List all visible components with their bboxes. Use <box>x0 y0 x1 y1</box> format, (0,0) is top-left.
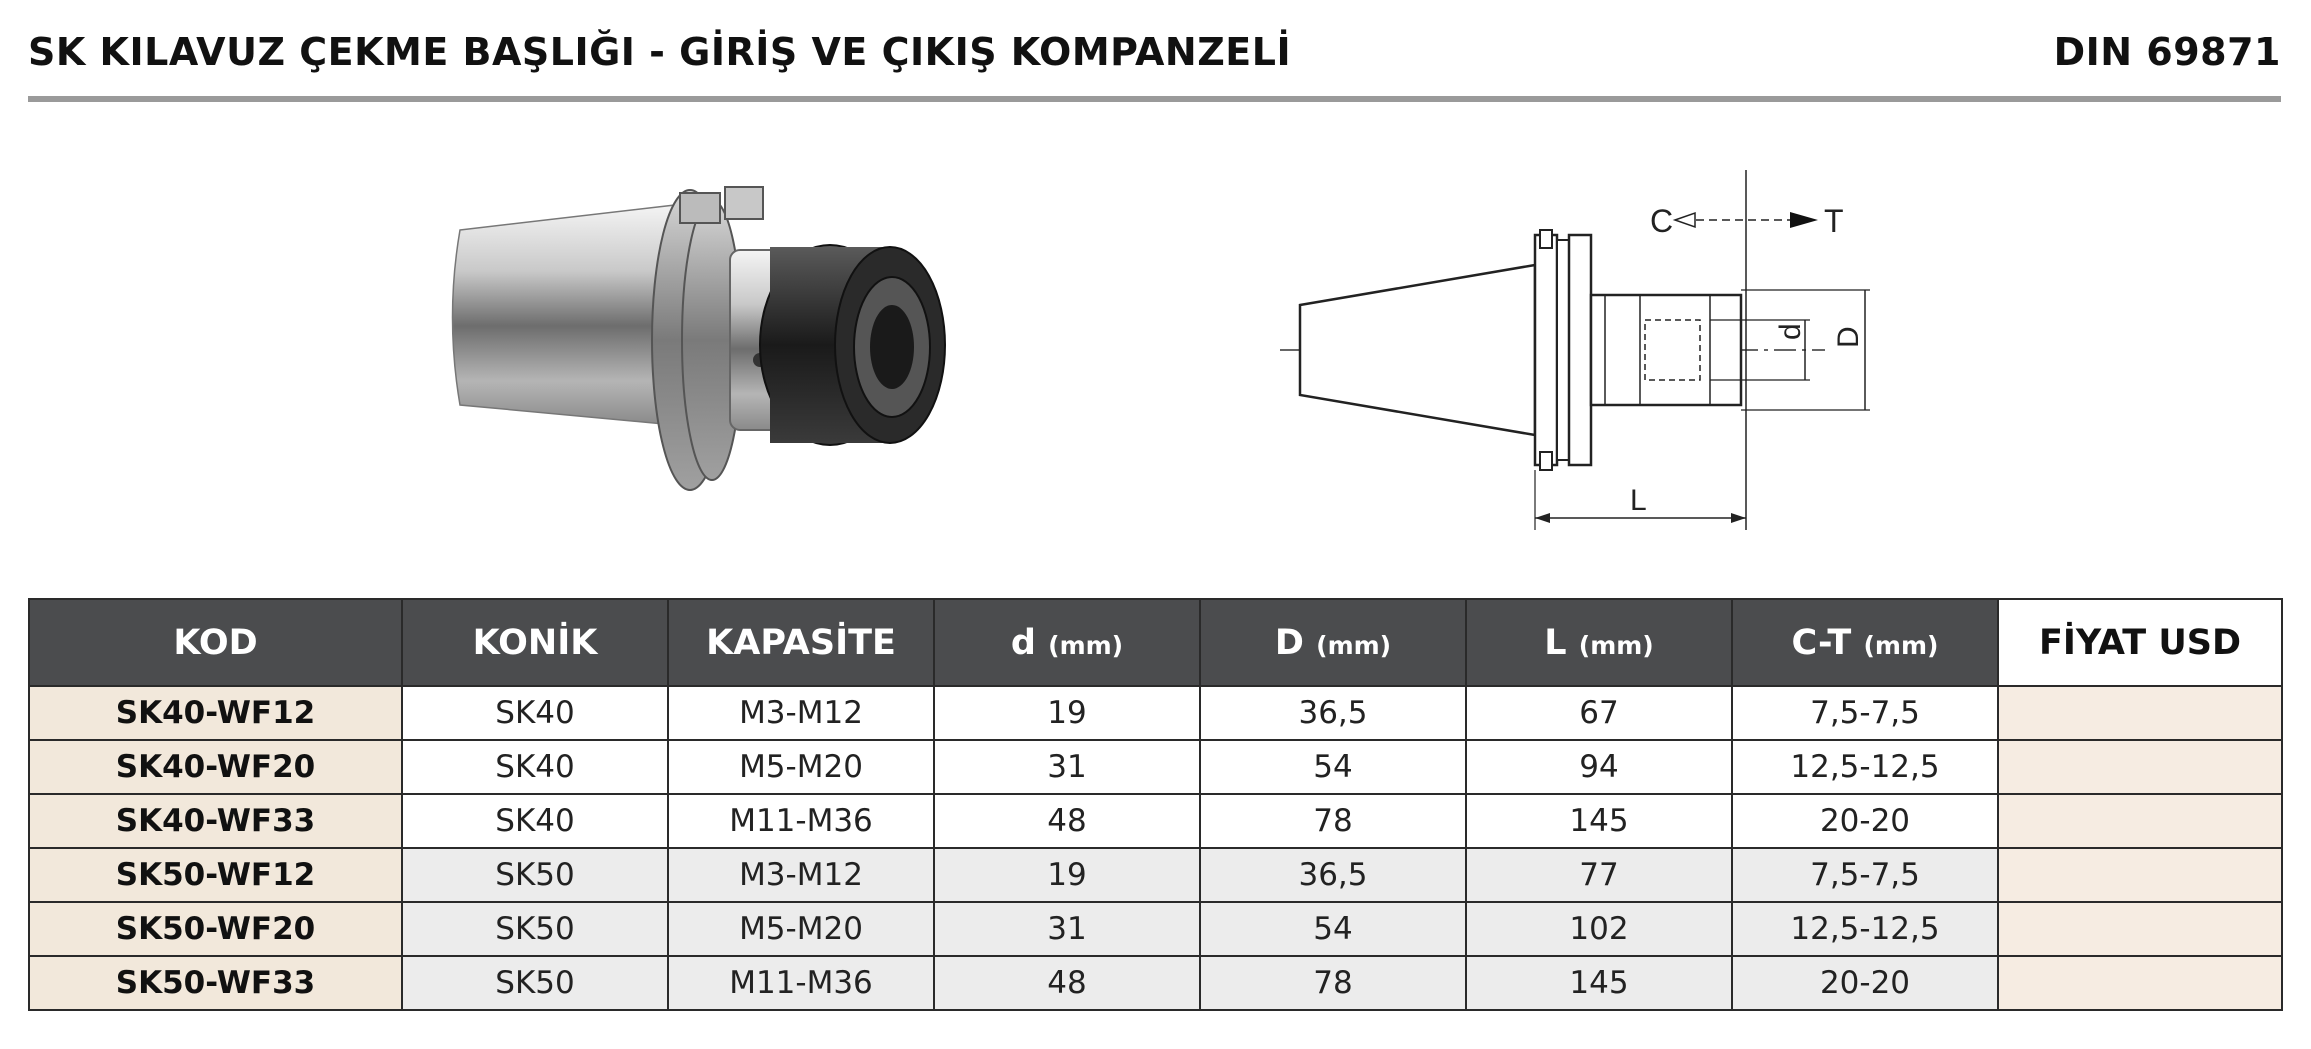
cell-kod: SK50-WF20 <box>29 902 402 956</box>
cell-konik: SK40 <box>402 794 668 848</box>
cell-D: 36,5 <box>1200 686 1466 740</box>
cell-L: 94 <box>1466 740 1732 794</box>
page-title: SK KILAVUZ ÇEKME BAŞLIĞI - GİRİŞ VE ÇIKIŞ KOMPANZELİ <box>28 30 1292 74</box>
technical-drawing <box>1270 160 1890 540</box>
cell-kapasite: M11-M36 <box>668 956 934 1010</box>
cell-ct: 12,5-12,5 <box>1732 902 1998 956</box>
label-d-small: d <box>1774 323 1807 340</box>
cell-kapasite: M3-M12 <box>668 848 934 902</box>
cell-D: 78 <box>1200 956 1466 1010</box>
cell-konik: SK40 <box>402 686 668 740</box>
cell-L: 77 <box>1466 848 1732 902</box>
cell-ct: 20-20 <box>1732 956 1998 1010</box>
cell-kod: SK50-WF33 <box>29 956 402 1010</box>
header-L-label: L <box>1544 622 1567 663</box>
product-photo <box>440 175 1060 545</box>
cell-D: 54 <box>1200 740 1466 794</box>
cell-D: 54 <box>1200 902 1466 956</box>
cell-kapasite: M11-M36 <box>668 794 934 848</box>
cell-konik: SK50 <box>402 956 668 1010</box>
cell-d: 48 <box>934 956 1200 1010</box>
cell-kapasite: M5-M20 <box>668 740 934 794</box>
unit-label: (mm) <box>1316 630 1392 660</box>
table-row <box>29 686 2282 740</box>
header-price: FİYAT USD <box>1998 599 2282 686</box>
cell-d: 31 <box>934 902 1200 956</box>
page-header <box>28 24 2281 80</box>
label-d-large: D <box>1832 326 1865 348</box>
cell-kod: SK50-WF12 <box>29 848 402 902</box>
unit-label: (mm) <box>1578 630 1654 660</box>
specs-table <box>28 598 2283 1011</box>
cell-L: 102 <box>1466 902 1732 956</box>
unit-label: (mm) <box>1863 630 1939 660</box>
cell-ct: 7,5-7,5 <box>1732 848 1998 902</box>
unit-label: (mm) <box>1048 630 1124 660</box>
header-ct <box>1732 599 1998 686</box>
cell-d: 31 <box>934 740 1200 794</box>
cell-price <box>1998 686 2282 740</box>
cell-price <box>1998 848 2282 902</box>
cell-konik: SK40 <box>402 740 668 794</box>
table-row <box>29 740 2282 794</box>
header-L <box>1466 599 1732 686</box>
cell-ct: 12,5-12,5 <box>1732 740 1998 794</box>
cell-L: 145 <box>1466 956 1732 1010</box>
cell-d: 19 <box>934 848 1200 902</box>
cell-D: 36,5 <box>1200 848 1466 902</box>
header-d <box>934 599 1200 686</box>
label-t: T <box>1824 203 1844 239</box>
cell-L: 145 <box>1466 794 1732 848</box>
header-divider <box>28 96 2281 102</box>
table-row <box>29 794 2282 848</box>
table-row <box>29 902 2282 956</box>
label-l: L <box>1630 484 1647 517</box>
table-header-row <box>29 599 2282 686</box>
cell-kapasite: M3-M12 <box>668 686 934 740</box>
header-d-label: d <box>1010 622 1036 663</box>
header-konik: KONİK <box>402 599 668 686</box>
cell-price <box>1998 740 2282 794</box>
table-row <box>29 956 2282 1010</box>
header-D-label: D <box>1274 622 1304 663</box>
cell-ct: 7,5-7,5 <box>1732 686 1998 740</box>
standard-label: DIN 69871 <box>2053 30 2281 74</box>
cell-kapasite: M5-M20 <box>668 902 934 956</box>
cell-price <box>1998 902 2282 956</box>
cell-price <box>1998 794 2282 848</box>
cell-d: 48 <box>934 794 1200 848</box>
table-row <box>29 848 2282 902</box>
header-D <box>1200 599 1466 686</box>
cell-L: 67 <box>1466 686 1732 740</box>
cell-kod: SK40-WF20 <box>29 740 402 794</box>
header-kapasite: KAPASİTE <box>668 599 934 686</box>
header-ct-label: C-T <box>1791 622 1852 663</box>
header-kod: KOD <box>29 599 402 686</box>
label-c: C <box>1650 203 1674 239</box>
cell-konik: SK50 <box>402 848 668 902</box>
cell-D: 78 <box>1200 794 1466 848</box>
cell-d: 19 <box>934 686 1200 740</box>
cell-konik: SK50 <box>402 902 668 956</box>
cell-kod: SK40-WF33 <box>29 794 402 848</box>
cell-ct: 20-20 <box>1732 794 1998 848</box>
cell-kod: SK40-WF12 <box>29 686 402 740</box>
cell-price <box>1998 956 2282 1010</box>
